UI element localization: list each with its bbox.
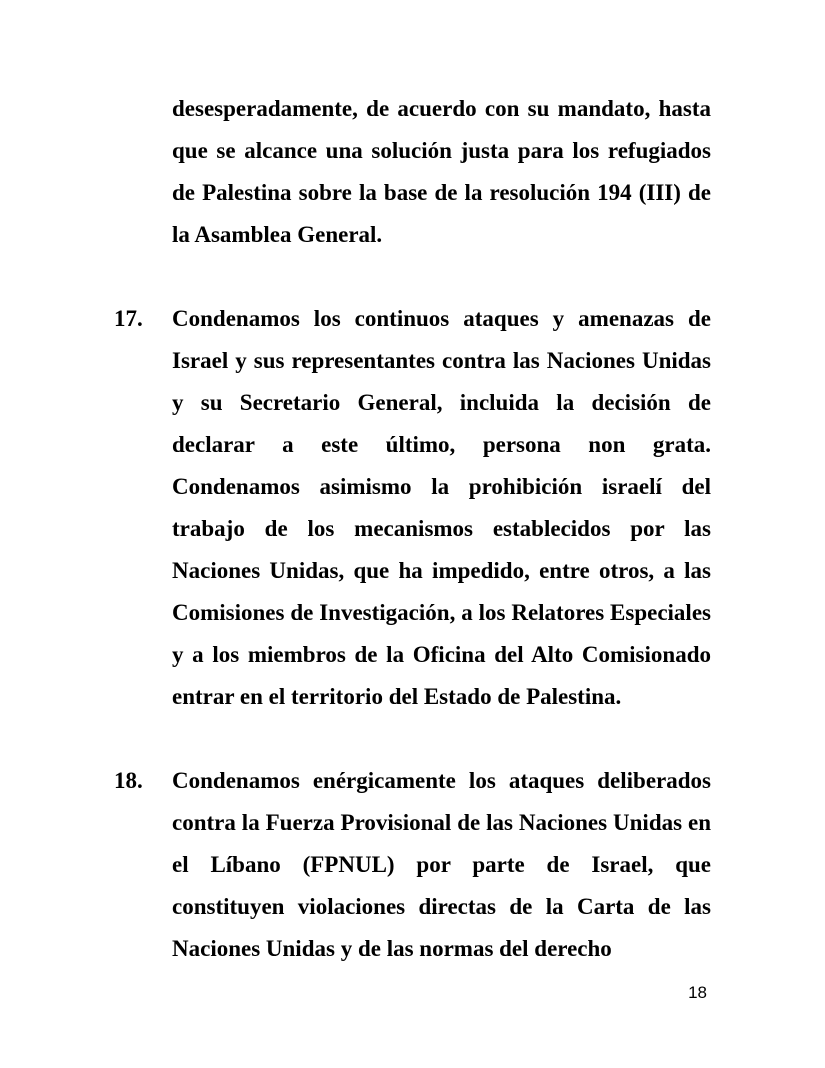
paragraph-text: Condenamos enérgicamente los ataques deliberados contra la Fuerza Provisional de las Naciones Unidas en el Líbano (FPNUL) por parte de Israel, que constituyen violaciones directas de la Carta de las Naciones Unidas y de las normas del derecho bbox=[172, 768, 711, 961]
paragraph-17 bbox=[114, 298, 711, 718]
paragraph-18 bbox=[114, 760, 711, 970]
paragraph-number: 18. bbox=[114, 768, 143, 793]
document-body bbox=[114, 88, 711, 970]
paragraph-text: Condenamos los continuos ataques y amenazas de Israel y sus representantes contra las Naciones Unidas y su Secretario General, incluida la decisión de declarar a este último, persona non grata. Condenamos asimismo la prohibición israelí del trabajo de los mecanismos establecidos por las Naciones Unidas, que ha impedido, entre otros, a las Comisiones de Investigación, a los Relatores Especiales y a los miembros de la Oficina del Alto Comisionado entrar en el territorio del Estado de Palestina. bbox=[172, 306, 711, 709]
paragraph-number bbox=[114, 88, 172, 256]
paragraph-text: desesperadamente, de acuerdo con su mandato, hasta que se alcance una solución justa para los refugiados de Palestina sobre la base de la resolución 194 (III) de la Asamblea General. bbox=[172, 96, 711, 247]
page-number: 18 bbox=[688, 983, 707, 1002]
paragraph-continuation bbox=[114, 88, 711, 256]
paragraph-number: 17. bbox=[114, 306, 143, 331]
